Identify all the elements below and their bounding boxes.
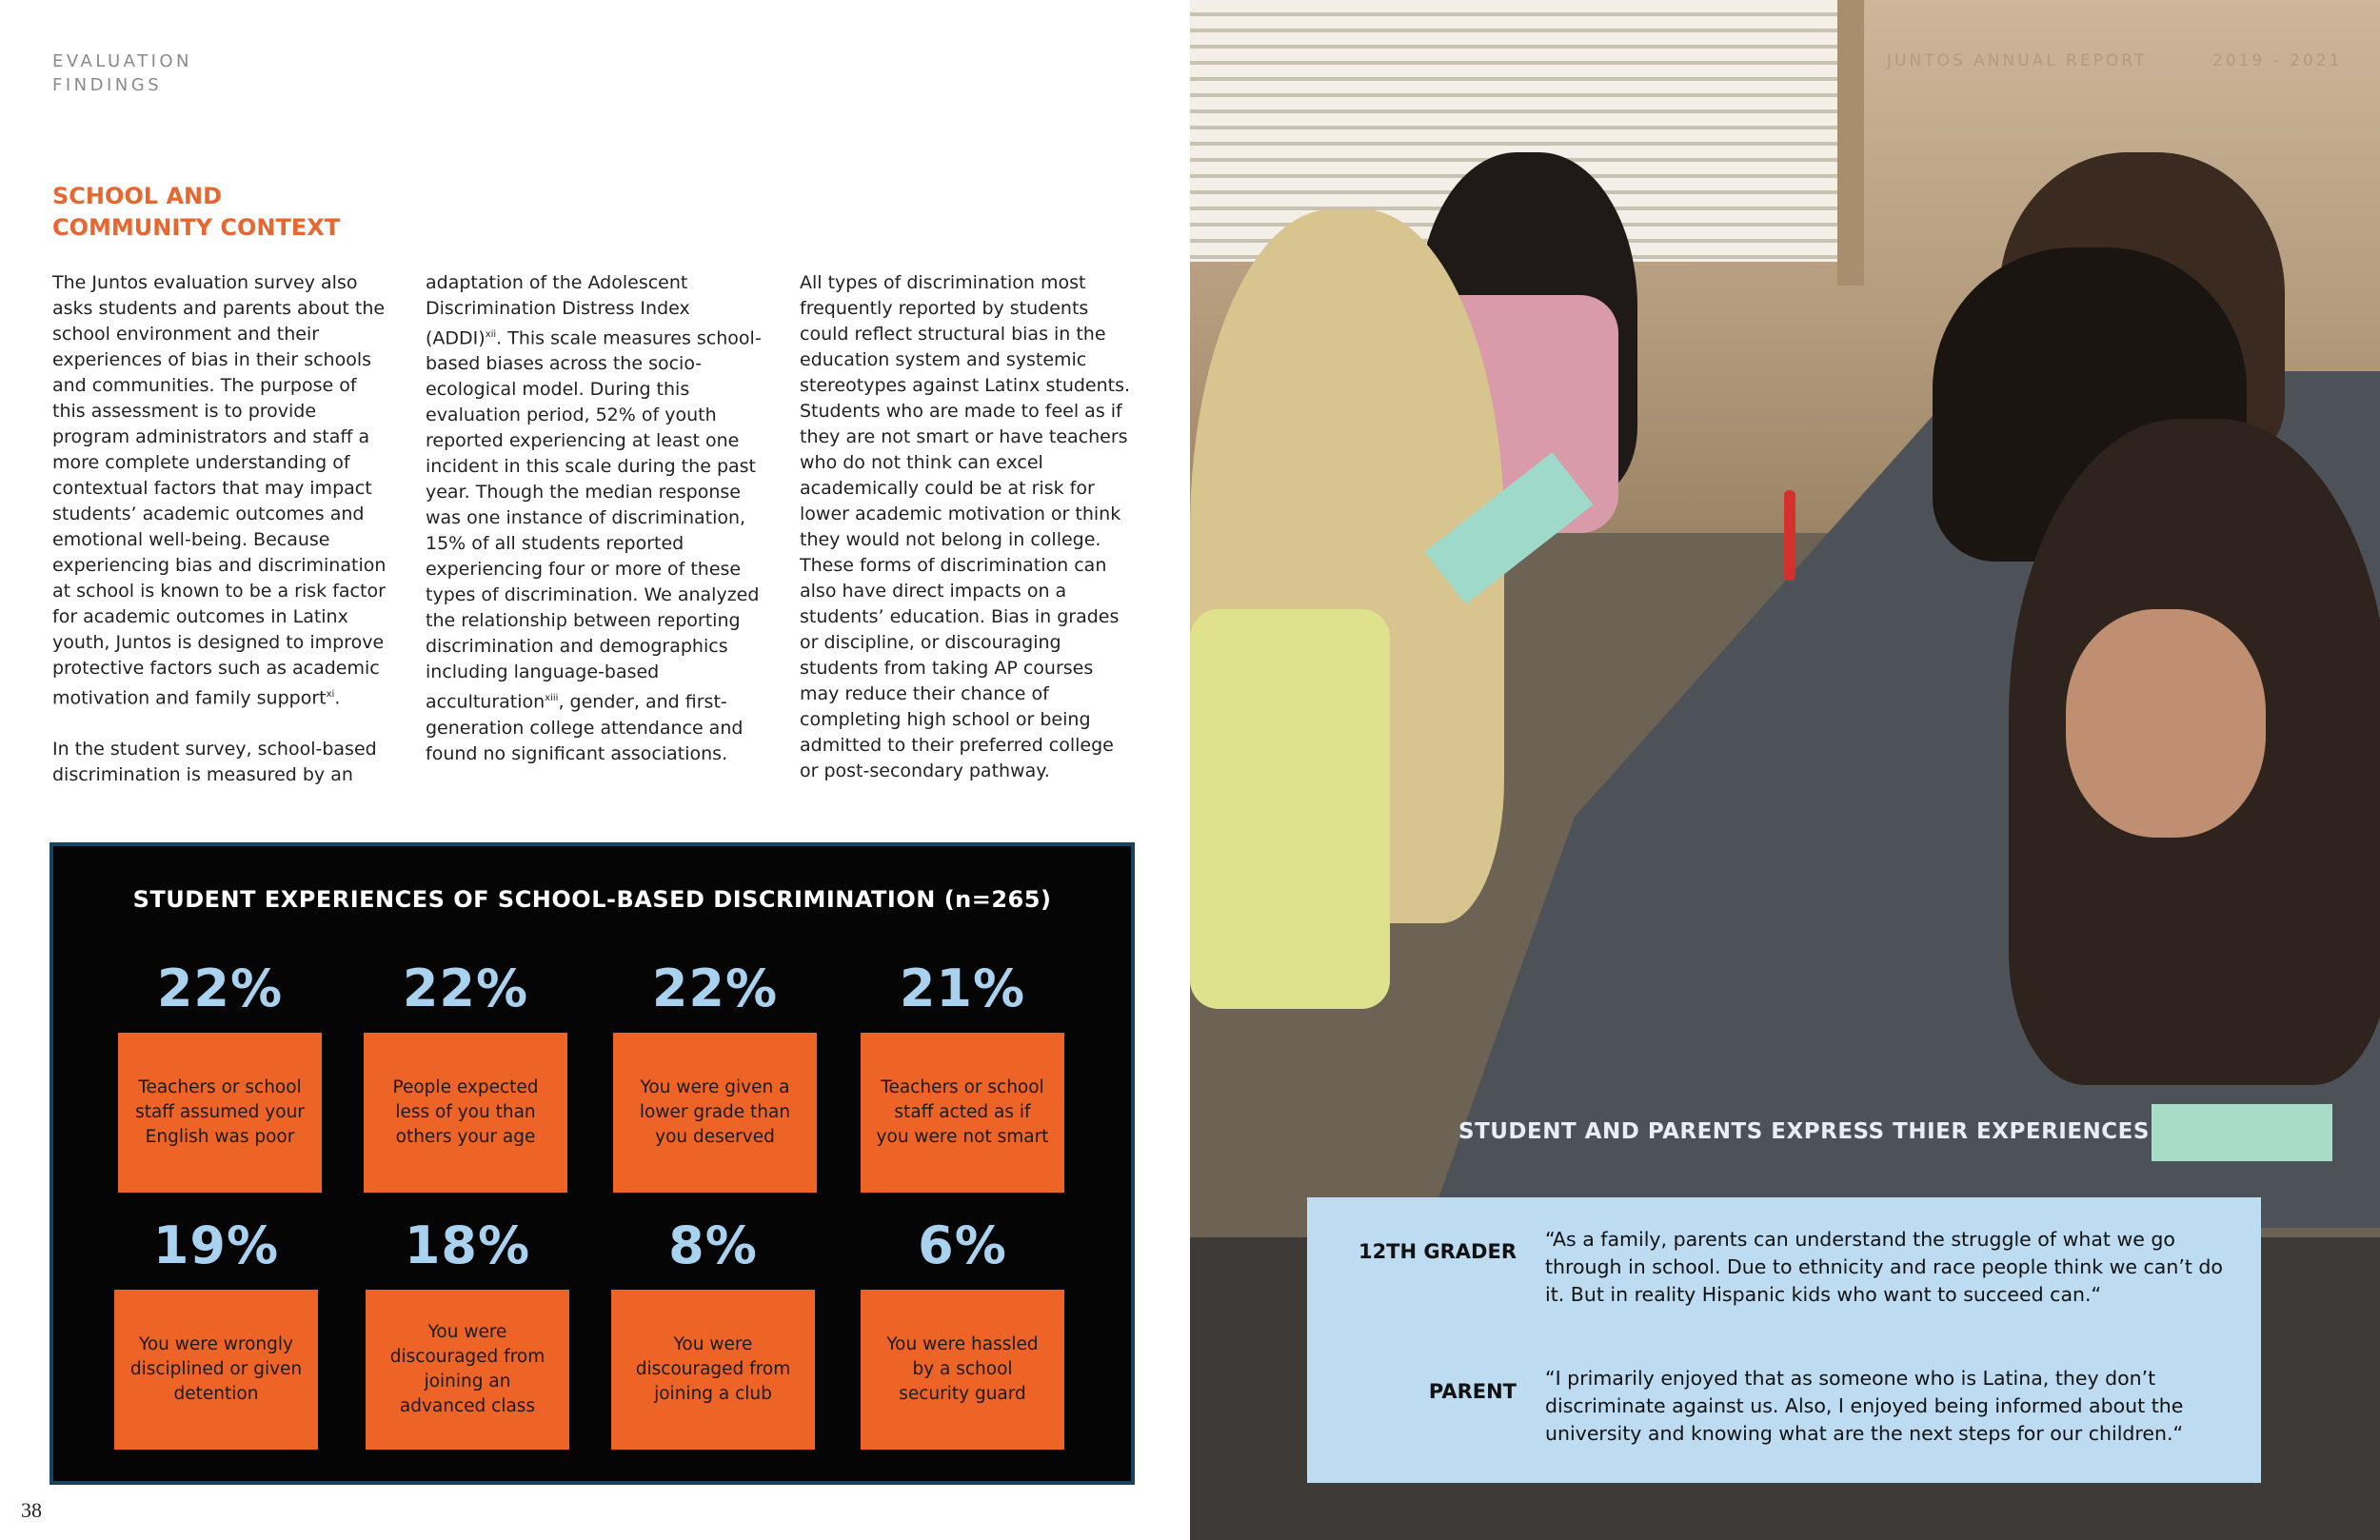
stat-percent: 19% (152, 1215, 280, 1275)
body-text: The Juntos evaluation survey also asks students and parents about the school environment and their experiences of bias in their schools and communities. The purpose of this assessment is to provide program administrators and staff a more complete understanding of contextual factors that may impact students’ academic outcomes and emotional well-being. Because experiencing bias and discrimination at school is known to be a risk factor for academic outcomes in Latinx youth, Juntos is designed to improve protective factors such as academic motivation and family support (52, 272, 387, 709)
photo-window-frame (1837, 0, 1864, 286)
section-label (52, 49, 192, 97)
quotes-panel (1307, 1197, 2261, 1483)
body-column-1 (52, 270, 390, 814)
stat-percent: 18% (404, 1215, 531, 1275)
body-paragraph: All types of discrimination most frequently reported by students could reflect structural bias in the education system and systemic stereotypes against Latinx students. Students who are made to feel as if they are not smart or have teachers who do not think can excel academically could be at risk for lower academic motivation or think they would not belong in college. These forms of discrimination can also have direct impacts on a students’ education. Bias in grades or discipline, or discouraging students from taking AP courses may reduce their chance of completing high school or being admitted to their preferred college or post-secondary pathway. (800, 272, 1131, 781)
stat-card: You were given a lower grade than you deserved (613, 1033, 817, 1193)
body-column-3 (800, 270, 1138, 810)
body-column-2 (426, 270, 764, 793)
section-label-line1: EVALUATION (52, 51, 193, 71)
stat-percent: 22% (402, 958, 529, 1018)
photo-student-face (2066, 609, 2266, 838)
discrimination-infographic (50, 842, 1135, 1485)
body-paragraph: In the student survey, school-based discrimination is measured by an (52, 739, 377, 786)
report-title: JUNTOS ANNUAL REPORT (1887, 51, 2148, 70)
photo-origami-paper (2152, 1104, 2332, 1161)
quote-text: “I primarily enjoyed that as someone who is Latina, they don’t discriminate against us. Also, I enjoyed being informed about the university and knowing what are the next steps for our children.“ (1545, 1367, 2184, 1445)
footnote-ref: xi (326, 689, 335, 700)
body-text: , gender, and first-generation college attendance and found no significant associations. (426, 691, 744, 764)
quote-text: “As a family, parents can understand the struggle of what we go through in school. Due to ethnicity and race people think we can’t do it. But in reality Hispanic kids who want to succeed can.“ (1545, 1228, 2223, 1306)
infographic-title: STUDENT EXPERIENCES OF SCHOOL-BASED DISCRIMINATION (n=265) (132, 886, 1052, 913)
report-years: 2019 - 2021 (2212, 51, 2343, 70)
quote-speaker: PARENT (1428, 1380, 1517, 1403)
page-number: 38 (21, 1498, 42, 1522)
stat-percent: 8% (668, 1215, 758, 1275)
body-paragraph (426, 270, 764, 767)
stat-percent: 22% (156, 958, 284, 1018)
stat-percent: 6% (918, 1215, 1007, 1275)
stat-card: Teachers or school staff assumed your English was poor (118, 1033, 322, 1193)
body-paragraph (52, 270, 390, 711)
stat-card: Teachers or school staff acted as if you were not smart (861, 1033, 1064, 1193)
photo-marker (1784, 490, 1795, 581)
stat-card: You were hassled by a school security guard (861, 1290, 1064, 1450)
stat-card: People expected less of you than others your age (364, 1033, 567, 1193)
stat-percent: 21% (899, 958, 1026, 1018)
body-text: . (334, 687, 341, 709)
section-heading (52, 181, 340, 244)
stat-percent: 22% (651, 958, 779, 1018)
section-heading-line2: COMMUNITY CONTEXT (52, 214, 341, 241)
body-text: . This scale measures school-based biases across the socio-ecological model. During this evaluation period, 52% of youth reported experiencing at least one incident in this scale during the past year. Though the median response was one instance of discrimination, 15% of all students reported experiencing four or more of these types of discrimination. We analyzed the relationship between reporting discrimination and demographics including language-based acculturation (426, 327, 762, 713)
stat-card: You were discouraged from joining a club (611, 1290, 815, 1450)
photo-student-shirt (1190, 609, 1390, 1009)
footnote-ref: xiii (545, 693, 559, 704)
footnote-ref: xii (485, 329, 497, 340)
quote-speaker: 12TH GRADER (1358, 1240, 1517, 1263)
section-heading-line1: SCHOOL AND (52, 183, 223, 209)
stat-card: You were discouraged from joining an advanced class (366, 1290, 569, 1450)
stat-card: You were wrongly disciplined or given detention (114, 1290, 318, 1450)
quotes-heading: STUDENT AND PARENTS EXPRESS THIER EXPERIENCES (1458, 1119, 2150, 1144)
body-text: adaptation of the Adolescent Discrimination Distress Index (ADDI) (426, 272, 690, 349)
section-label-line2: FINDINGS (52, 75, 163, 95)
